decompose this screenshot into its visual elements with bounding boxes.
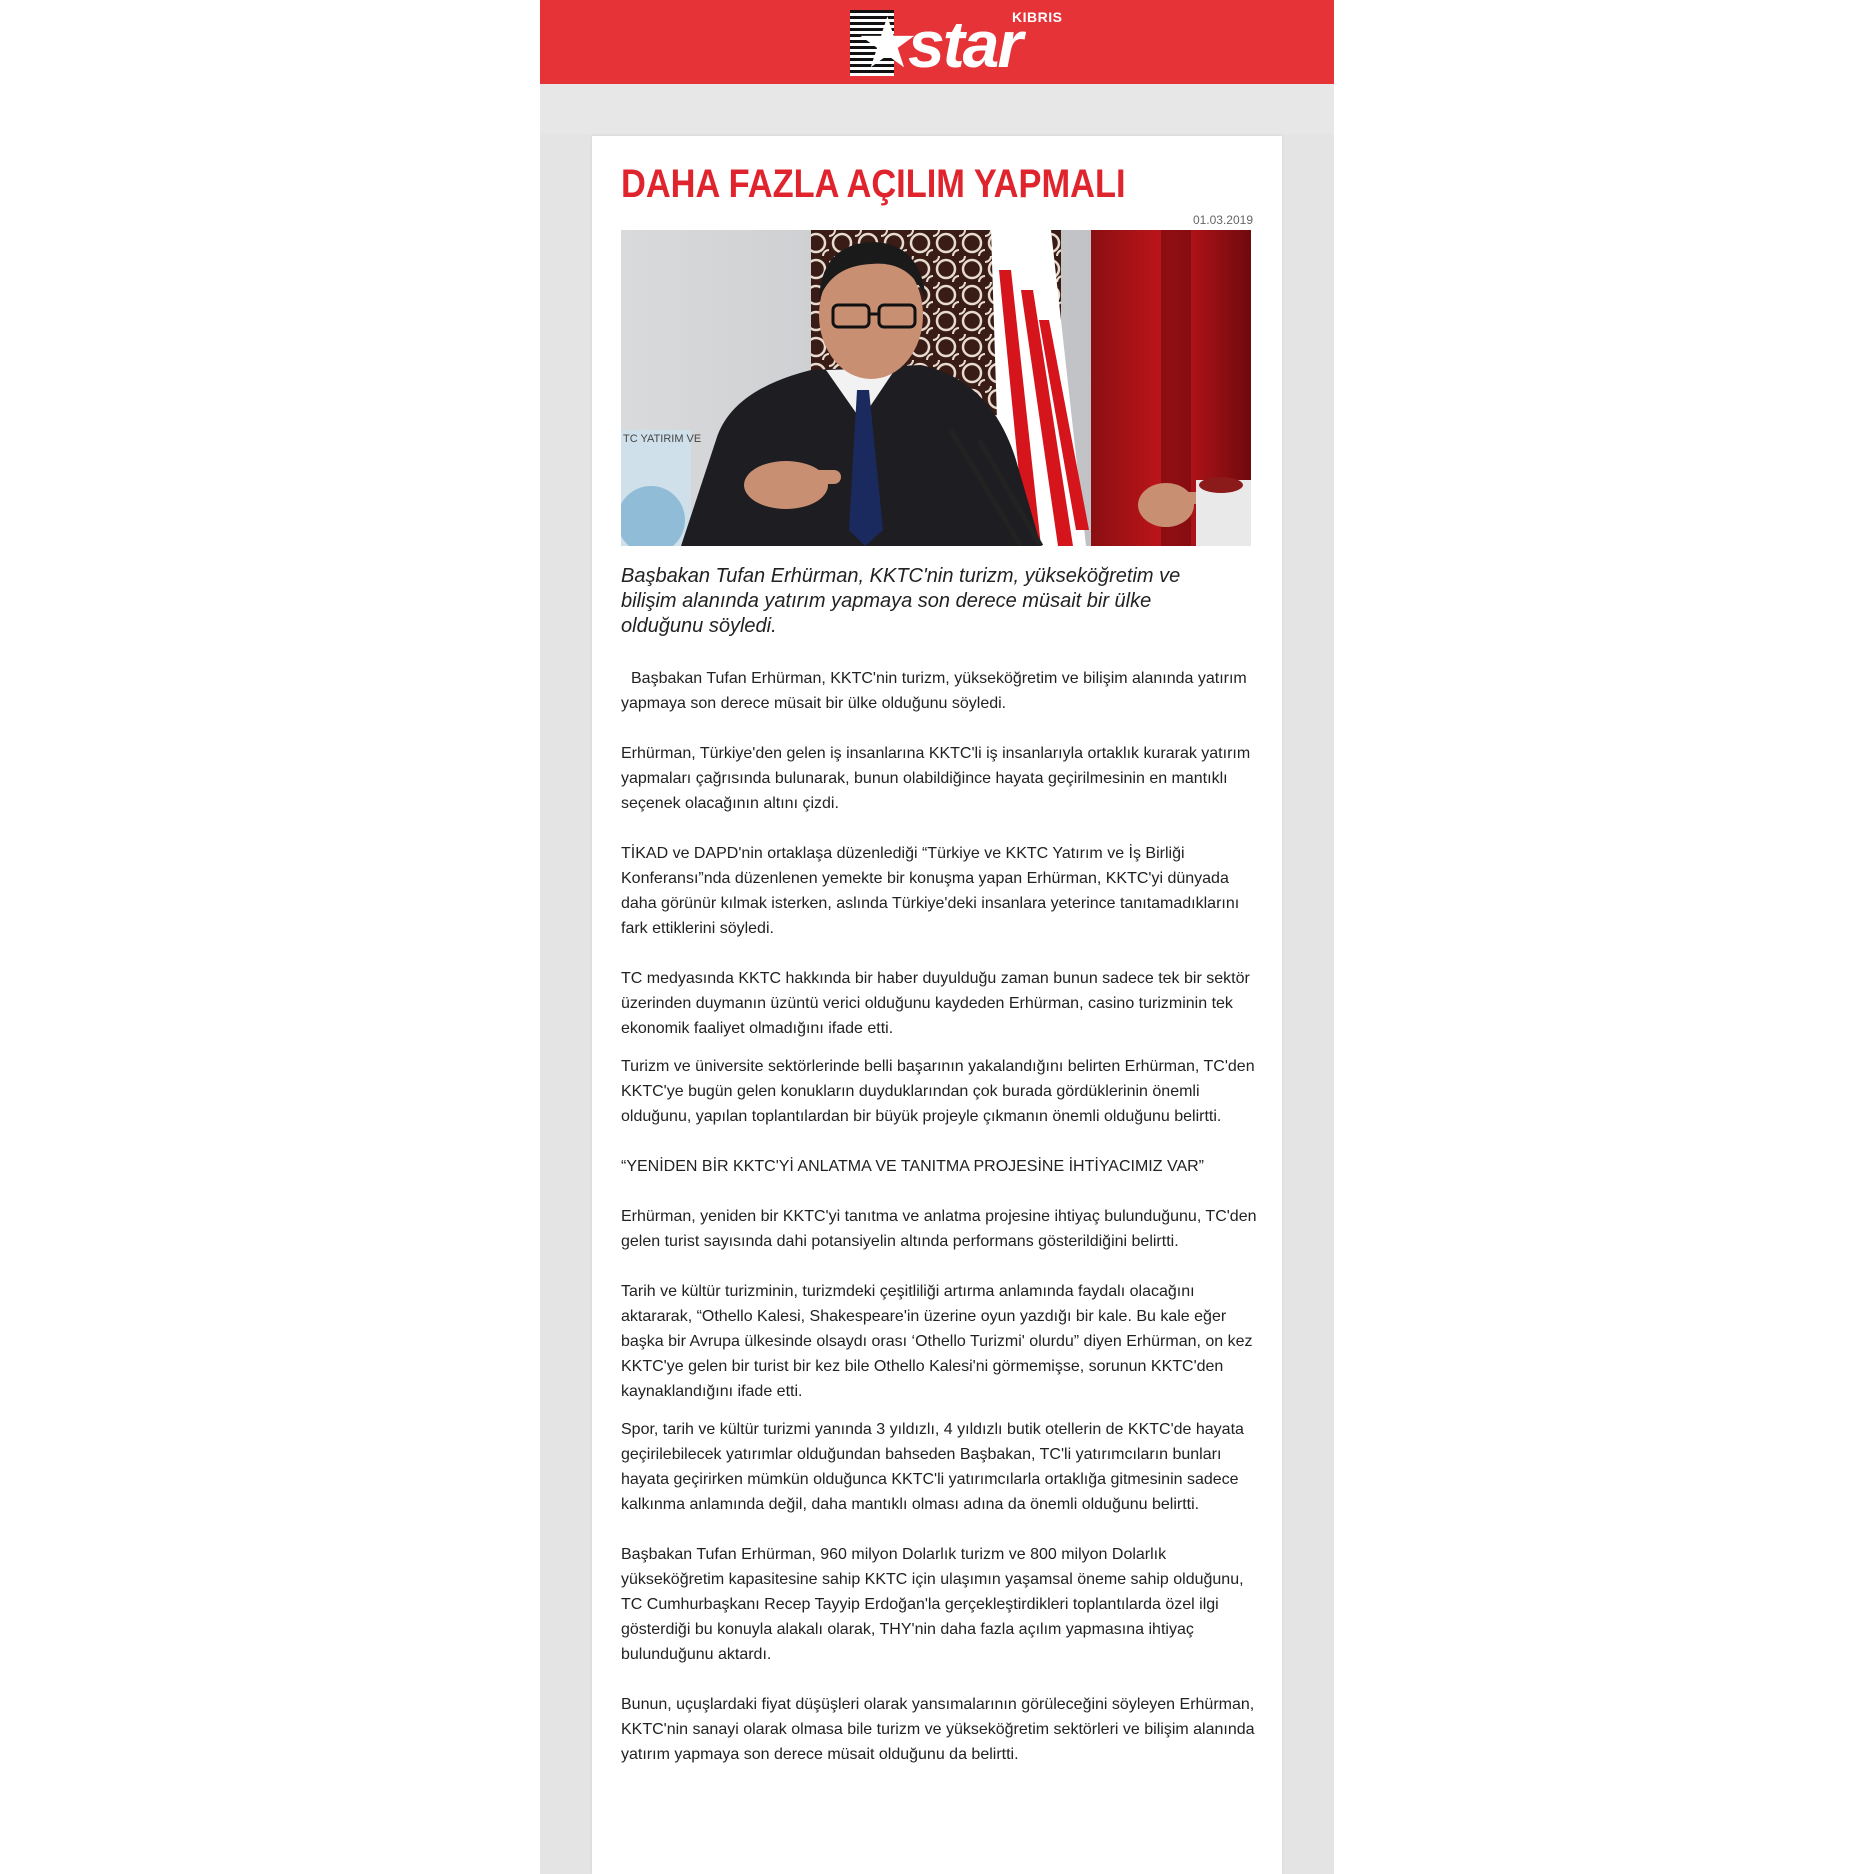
article-card [592, 136, 1282, 1874]
article-date: 01.03.2019 [1192, 213, 1253, 227]
body-paragraph: Spor, tarih ve kültür turizmi yanında 3 yıldızlı, 4 yıldızlı butik otellerin de KKTC'de hayata geçirilebilecek yatırımlar olduğundan bahseden Başbakan, TC'li yatırımcıların bunları hayata geçirirken mümkün olduğunca KKTC'li yatırımcılarla ortaklığa gitmesinin sadece kalkınma anlamında değil, daha mantıklı olması adına da önemli olduğunu belirtti. [621, 1421, 1244, 1513]
logo-wordmark: star [908, 7, 1022, 81]
body-paragraph: Bunun, uçuşlardaki fiyat düşüşleri olarak yansımalarının görüleceğini söyleyen Erhürman, KKTC'nin sanayi olarak olmasa bile turizm ve yükseköğretim sektörleri ve bilişim alanında yatırım yapmaya son derece müsait olduğunu da belirtti. [621, 1696, 1255, 1763]
logo-kibris-label: KIBRIS [1012, 9, 1063, 25]
newspaper-page [540, 0, 1334, 1874]
banner-text: TC YATIRIM VE [623, 433, 702, 445]
kibris-star-logo[interactable] [850, 2, 1080, 84]
body-paragraph: Başbakan Tufan Erhürman, KKTC'nin turizm, yükseköğretim ve bilişim alanında yatırım yapmaya son derece müsait bir ülke olduğunu söyledi. [621, 670, 1247, 712]
body-paragraph: Erhürman, Türkiye'den gelen iş insanlarına KKTC'li iş insanlarıyla ortaklık kurarak yatırım yapmaları çağrısında bulunarak, bunun olabildiğince hayata geçirilmesinin en mantıklı seçenek olacağının altını çizdi. [621, 745, 1251, 812]
gray-band [540, 84, 1334, 134]
article-headline: DAHA FAZLA AÇILIM YAPMALI [621, 162, 1126, 206]
article-lead: Başbakan Tufan Erhürman, KKTC'nin turizm, yükseköğretim ve bilişim alanında yatırım yapmaya son derece müsait bir ülke olduğunu söyledi. [621, 565, 1181, 637]
body-paragraph: Tarih ve kültür turizminin, turizmdeki çeşitliliği artırma anlamında faydalı olacağını aktararak, “Othello Kalesi, Shakespeare'in üzerine oyun yazdığı bir kale. Bu kale eğer başka bir Avrupa ülkesinde olsaydı orası ‘Othello Turizmi' olurdu” diyen Erhürman, on kez KKTC'ye gelen bir turist bir kez bile Othello Kalesi'ni görmemişse, sorunun KKTC'den kaynaklandığını ifade etti. [621, 1283, 1253, 1400]
body-paragraph: Başbakan Tufan Erhürman, 960 milyon Dolarlık turizm ve 800 milyon Dolarlık yükseköğretim kapasitesine sahip KKTC için ulaşımın yaşamsal öneme sahip olduğunu, TC Cumhurbaşkanı Recep Tayyip Erdoğan'la gerçekleştirdikleri toplantılarda özel ilgi gösterdiği bu konuyla alakalı olarak, THY'nin daha fazla açılım yapmasına ihtiyaç bulunduğunu aktardı. [621, 1546, 1244, 1663]
body-paragraph: TİKAD ve DAPD'nin ortaklaşa düzenlediği “Türkiye ve KKTC Yatırım ve İş Birliği Konferansı”nda düzenlenen yemekte bir konuşma yapan Erhürman, KKTC'yi dünyada daha görünür kılmak isterken, aslında Türkiye'deki insanlara yeterince tanıtamadıklarını fark ettiklerini söyledi. [621, 845, 1240, 937]
body-paragraph: TC medyasında KKTC hakkında bir haber duyulduğu zaman bunun sadece tek bir sektör üzerinden duymanın üzüntü verici olduğunu kaydeden Erhürman, casino turizminin tek ekonomik faaliyet olmadığını ifade etti. [621, 970, 1250, 1037]
article-photo [621, 230, 1251, 546]
section-subheading: “YENİDEN BİR KKTC'Yİ ANLATMA VE TANITMA PROJESİNE İHTİYACIMIZ VAR” [621, 1158, 1204, 1175]
article-body [621, 666, 1261, 1767]
masthead [540, 0, 1334, 84]
star-icon: ★ [856, 2, 919, 84]
body-paragraph: Turizm ve üniversite sektörlerinde belli başarının yakalandığını belirten Erhürman, TC'den KKTC'ye bugün gelen konukların duyduklarından çok burada gördüklerinin önemli olduğunu, yapılan toplantılardan bir büyük projeyle çıkmanın önemli olduğunu belirtti. [621, 1058, 1255, 1125]
body-paragraph: Erhürman, yeniden bir KKTC'yi tanıtma ve anlatma projesine ihtiyaç bulunduğunu, TC'den gelen turist sayısında dahi potansiyelin altında performans gösterildiğini belirtti. [621, 1208, 1257, 1250]
